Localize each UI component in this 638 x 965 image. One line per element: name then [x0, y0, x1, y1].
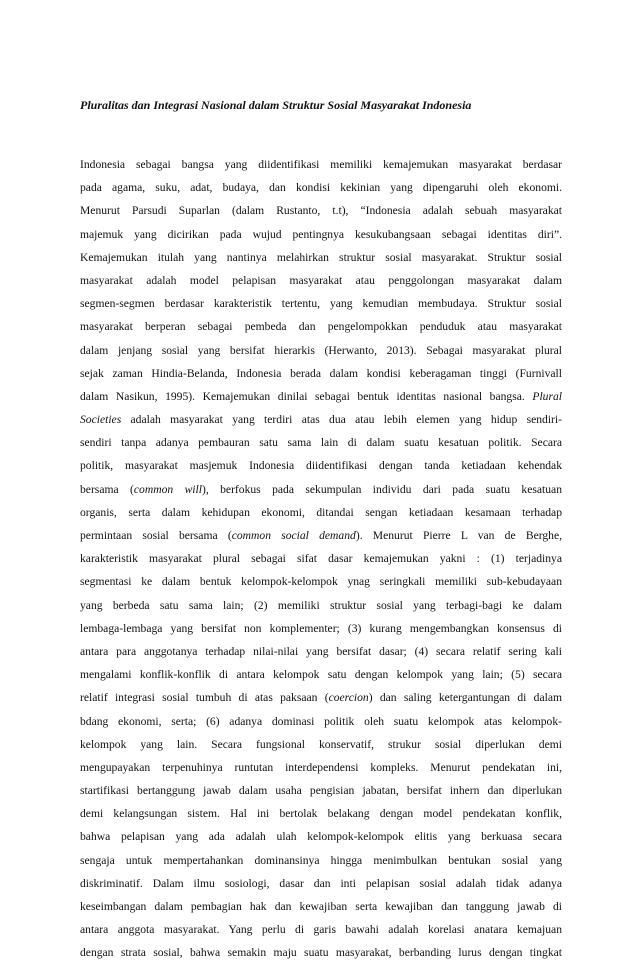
- text-run: bersama (: [80, 482, 134, 496]
- text-run: relatif integrasi sosial tumbuh di atas paksaan (: [80, 691, 329, 705]
- text-line: [80, 617, 562, 640]
- italic-term: Plural: [532, 389, 562, 403]
- text-run: sendiri tanpa adanya pembauran satu sama lain di dalam suatu kesatuan politik. Secara: [80, 436, 562, 450]
- body-text: [80, 153, 562, 965]
- text-line: [80, 663, 562, 686]
- text-run: segmen-segmen berdasar karakteristik tertentu, yang kemudian membudaya. Struktur sosial: [80, 297, 562, 311]
- text-line: [80, 431, 562, 454]
- text-run: masyarakat berperan sebagai pembeda dan pengelompokkan penduduk atau masyarakat: [80, 320, 562, 334]
- text-line: [80, 408, 562, 431]
- text-run: pada agama, suku, adat, budaya, dan kondisi kekinian yang dipengaruhi oleh ekonomi.: [80, 181, 562, 195]
- text-line: [80, 918, 562, 941]
- text-run: dengan strata sosial, bahwa semakin maju suatu masyarakat, berbanding lurus dengan tingkat: [80, 946, 562, 960]
- text-line: [80, 640, 562, 663]
- text-run: yang berbeda satu sama lain; (2) memiliki struktur sosial yang terbagi-bagi ke dalam: [80, 598, 562, 612]
- text-run: dalam jenjang sosial yang bersifat hierarkis (Herwanto, 2013). Sebagai masyarakat plural: [80, 343, 562, 357]
- text-line: [80, 594, 562, 617]
- text-line: [80, 153, 562, 176]
- text-line: [80, 339, 562, 362]
- text-run: dalam Nasikun, 1995). Kemajemukan dinilai sebagai bentuk identitas nasional bangsa.: [80, 389, 533, 403]
- text-run: Menurut Parsudi Suparlan (dalam Rustanto, t.t), “Indonesia adalah sebuah masyarakat: [80, 204, 562, 218]
- text-line: [80, 315, 562, 338]
- text-line: [80, 362, 562, 385]
- text-run: segmentasi ke dalam bentuk kelompok-kelompok ynag seringkali memiliki sub-kebudayaan: [80, 575, 562, 589]
- text-line: [80, 547, 562, 570]
- text-run: sengaja untuk mempertahankan dominansinya hingga menimbulkan bentukan sosial yang: [80, 853, 562, 867]
- text-run: adalah masyarakat yang terdiri atas dua atau lebih elemen yang hidup sendiri-: [121, 413, 562, 427]
- text-run: diskriminatif. Dalam ilmu sosiologi, dasar dan inti pelapisan sosial adalah tidak adanya: [80, 876, 562, 890]
- text-line: [80, 570, 562, 593]
- text-line: [80, 385, 562, 408]
- text-run: mengalami konflik-konflik di antara kelompok satu dengan kelompok yang lain; (5) secara: [80, 668, 562, 682]
- text-line: [80, 199, 562, 222]
- text-run: mengupayakan terpenuhinya runtutan interdependensi kompleks. Menurut pendekatan ini,: [80, 760, 562, 774]
- text-run: bahwa pelapisan yang ada adalah ulah kelompok-kelompok elitis yang berkuasa secara: [80, 830, 562, 844]
- text-run: masyarakat adalah model pelapisan masyarakat atau penggolongan masyarakat dalam: [80, 273, 562, 287]
- text-line: [80, 292, 562, 315]
- text-line: [80, 941, 562, 964]
- text-run: ), berfokus pada sekumpulan individu dari pada suatu kesatuan: [201, 482, 562, 496]
- text-line: [80, 478, 562, 501]
- text-line: [80, 756, 562, 779]
- text-run: antara para anggotanya terhadap nilai-nilai yang bersifat dasar; (4) secara relatif sering kali: [80, 644, 562, 658]
- text-line: [80, 802, 562, 825]
- text-line: [80, 825, 562, 848]
- text-line: [80, 849, 562, 872]
- italic-term: coercion: [328, 691, 369, 705]
- text-line: [80, 872, 562, 895]
- document-title: Pluralitas dan Integrasi Nasional dalam Struktur Sosial Masyarakat Indonesia: [80, 98, 472, 112]
- text-run: keseimbangan dalam pembagian hak dan kewajiban serta kewajiban dan tanggung jawab di: [80, 900, 562, 913]
- text-run: Indonesia sebagai bangsa yang diidentifikasi memiliki kemajemukan masyarakat berdasar: [80, 158, 562, 171]
- text-run: karakteristik masyarakat plural sebagai sifat dasar kemajemukan yakni : (1) terjadinya: [80, 552, 562, 566]
- text-run: politik, masyarakat masjemuk Indonesia diidentifikasi dengan tanda ketiadaan kehendak: [80, 459, 562, 473]
- text-run: majemuk yang dicirikan pada wujud pentingnya kesukubangsaan sebagai identitas diri”.: [80, 227, 562, 241]
- text-line: [80, 710, 562, 733]
- text-line: [80, 269, 562, 292]
- text-line: [80, 895, 562, 918]
- text-run: antara anggota masyarakat. Yang perlu di garis bawahi adalah korelasi anatara kemajuan: [80, 923, 562, 937]
- text-run: demi kelangsungan sistem. Hal ini bertolak belakang dengan model pendekatan konflik,: [80, 807, 562, 821]
- text-run: permintaan sosial bersama (: [80, 529, 232, 542]
- text-line: [80, 733, 562, 756]
- text-line: [80, 176, 562, 199]
- text-line: [80, 454, 562, 477]
- text-run: ) dan saling ketergantungan di dalam: [368, 691, 562, 705]
- text-line: [80, 246, 562, 269]
- text-line: [80, 779, 562, 802]
- text-run: Kemajemukan itulah yang nantinya melahirkan struktur sosial masyarakat. Struktur sosial: [80, 250, 562, 264]
- italic-term: common social demand: [231, 529, 356, 542]
- text-run: sejak zaman Hindia-Belanda, Indonesia berada dalam kondisi keberagaman tinggi (Furnivall: [80, 366, 562, 380]
- text-line: [80, 524, 562, 547]
- italic-term: common will: [133, 482, 202, 496]
- text-run: bdang ekonomi, serta; (6) adanya dominasi politik oleh suatu kelompok atas kelompok-: [80, 714, 562, 728]
- text-line: [80, 686, 562, 709]
- text-run: ). Menurut Pierre L van de Berghe,: [355, 529, 562, 542]
- italic-term: Societies: [80, 413, 122, 427]
- text-run: organis, serta dalam kehidupan ekonomi, ditandai sengan ketiadaan kesamaan terhadap: [80, 505, 562, 519]
- text-line: [80, 223, 562, 246]
- text-run: lembaga-lembaga yang bersifat non komplementer; (3) kurang mengembangkan konsensus di: [80, 621, 562, 635]
- text-run: startifikasi bertanggung jawab dalam usaha pengisian jabatan, bersifat inhern dan diperlukan: [80, 784, 562, 798]
- text-run: kelompok yang lain. Secara fungsional konservatif, strukur sosial diperlukan demi: [80, 737, 562, 751]
- text-line: [80, 501, 562, 524]
